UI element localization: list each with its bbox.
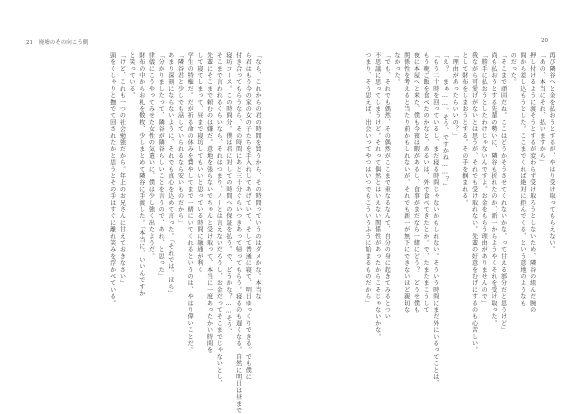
text-line: して寝てしまって、昼まで寝坊してもいいと思っている時間に融通が利く (195, 52, 203, 274)
text-line: 関係性を考えると当たり前かもしれないが、それでも新一が無下にできないほど親切な (402, 52, 410, 314)
page-number-header (541, 38, 552, 44)
text-line: のだった。 (509, 52, 517, 86)
text-line: 「けど、これも一つの社会勉強だから。年上のお兄さんに甘えておきなさい」 (118, 52, 126, 287)
running-header (26, 38, 92, 46)
text-line: 寝坊コース。この時間分。僕は君に対しての時間への保証を払う。で、どうかな？……そう、 (224, 52, 232, 336)
page-number: 20 (541, 38, 548, 44)
text-line: 「あの、本当にそれ、払いますから」 (538, 52, 546, 166)
text-line: 「え？ まぁ……。そう、ですかね……？」 (441, 52, 449, 190)
left-page (0, 0, 280, 414)
text-line: 尚も払おうとする先輩の勢いに、隣谷も折れたのか、新一からようやくそれを受け取った。 (489, 52, 497, 327)
text-line: つまり、そう思えば、出会いってやつはいつでもこういうふうに始まるものだから」 (363, 52, 371, 307)
text-line: 不思議に思ってしまうけど。それって偶然とはいえない関係性があったからこそじゃないかな。 (373, 52, 381, 341)
text-line: 財布の中からお札を数枚、少しまとめて隣谷に手渡した。「本当に、いいんですか (137, 52, 145, 297)
text-line: 「理由があったらいいの？」 (451, 52, 459, 140)
text-line: 夜に本屋へと来た、僕も今夜は暇があるし、食事がまだなら一緒にどう？ どうせ僕も (412, 52, 420, 314)
running-title: 廃墟のその向こう側 (38, 40, 89, 46)
text-line: 「分かりましたって、隣谷が隣谷らしいことを言うので、あれ、と思った」 (157, 52, 165, 280)
text-line: なかった。 (393, 52, 400, 86)
text-line: と笑っている。 (128, 52, 136, 99)
text-line: 「なら、これからの君の時間を買うから、その時間っていうのはダメかな。本当な (254, 52, 261, 300)
text-line: 「隣谷君と少しでも話していられるなら安いものだから」 (176, 52, 184, 227)
left-body-text (22, 52, 261, 414)
text-line: あまり深刻にならないように、それでも真心を込めて言った。「それでは、ほら」 (166, 52, 174, 297)
right-page (298, 0, 578, 400)
text-line: 「そこまで頑固だね。ここはどうかそうさせてくれないかな、って甘える部分だと思うけど」 (499, 52, 507, 334)
text-line: そこまで言われるくらいなら、それはつまり、ノーとは言えないだろうし、お金だってそこまでじゃないとし、 (215, 52, 223, 387)
text-line: 「でも、それでも偶然、その偶然がここまで重なるなんて、自分の身に起きてみるとつい (383, 52, 391, 320)
text-line: 頭をくしゃりと撫でて回されたかと思うとその手はすぐに離れ笑みを浮かべている。 (108, 52, 116, 307)
text-line: 間から差し込もうとした。ここまでくれば絶対に拒んでくる、という意地のようなも (518, 52, 526, 307)
text-line: もう晩ご飯を食べたのかなと、あるいは、外で食べてきたとか。で、たまたまこうして (422, 52, 430, 314)
text-line: 押し付けるように渡そうとするが変わらず受け取ろうとしないため、隣谷の組んだ腕の (528, 52, 536, 314)
text-line: 学生の特権だ。だが祈る命の休みを費やしてまで一緒にいてくれるというのは、やはり偉いことだ。 (186, 52, 194, 354)
text-line: 律儀にこうやってみせた女性の気遣いに、僕は少し強く出たようだ。 (147, 52, 155, 260)
text-line: 「勝手に払おうとしたわけじゃないんですよ。お金をもらう理由がありませんので」 (480, 52, 488, 307)
text-line: 再び隣谷へと金を払おうとするが、やはり受け取ってもらえない。 (548, 52, 555, 253)
page-number: 21 (26, 40, 33, 46)
right-body-text (316, 52, 555, 387)
text-line: 「もう二十時を回っているし、まだ寝る時間じゃないかもしれない。そういう時間にまだ外にいるってことは、 (431, 52, 439, 387)
text-line: 我ながら可愛げがないとは思うが、それでも受け取れない。先輩の好意をむげにするのも心苦しい。 (470, 52, 478, 354)
book-gutter (280, 0, 298, 400)
text-line: 付き合ってもらうなら、その時間にあと三十分ぐらいつきあって帰ってもらう。寝るのも遅くなる。自然に明日は昼まで (234, 52, 242, 414)
text-line: 先輩にそこまで頼むのは嫌だ。意地を張らないでちゃんと受け取って、本当に一度あったかい時間を (205, 52, 213, 354)
text-line: として財布をしまおうとする。その手を掴まれる。 (460, 52, 468, 207)
text-line: ら君はもう今の家の女の子たちを手入れしてあげていて、そして普通に寝て、明日ゆっくりできる。でも僕に (244, 52, 252, 381)
